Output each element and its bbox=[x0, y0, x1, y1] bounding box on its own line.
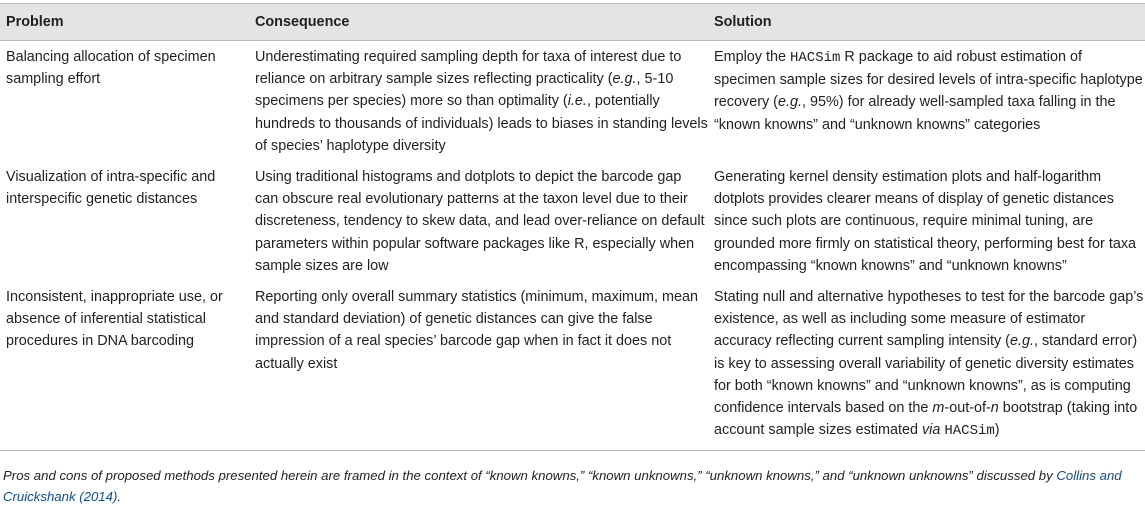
problem-cell: Balancing allocation of specimen sampling effort bbox=[6, 49, 216, 88]
header-problem: Problem bbox=[0, 4, 249, 41]
header-solution: Solution bbox=[708, 4, 1145, 41]
solution-cell: Stating null and alternative hypotheses to test for the barcode gap’s existence, as well as including some measure of estimator accuracy reflecting current sampling intensity (e.g., standard error) is key to assessing overall variability of genetic diversity estimates for both “known knowns” and “unknown knowns”, as is computing confidence intervals based on the m-out-of-n bootstrap (taking into account sample sizes estimated via HACSim) bbox=[708, 281, 1145, 451]
table-row bbox=[0, 281, 1145, 451]
table-header-row bbox=[0, 4, 1145, 41]
consequence-cell: Reporting only overall summary statistics (minimum, maximum, mean and standard deviation) of genetic distances can give the false impression of a real species’ barcode gap when in fact it does not actually exist bbox=[249, 281, 708, 451]
package-name: HACSim bbox=[944, 423, 995, 440]
problem-cell: Inconsistent, inappropriate use, or absence of inferential statistical procedures in DNA barcoding bbox=[0, 281, 249, 451]
table-row bbox=[0, 41, 1145, 162]
consequence-cell: Underestimating required sampling depth for taxa of interest due to reliance on arbitrary sample sizes reflecting practicality (e.g., 5-10 specimens per species) more so than optimality (i.e., potentially hundreds to thousands of individuals) leads to biases in standing levels of species’ haplotype diversity bbox=[255, 49, 708, 154]
table-footnote: Pros and cons of proposed methods presented herein are framed in the context of “known knowns,” “known unknowns,” “unknown knowns,” and “unknown unknowns” discussed by Collins and Cruickshank (2014). bbox=[3, 468, 1122, 504]
solution-cell: Generating kernel density estimation plots and half-logarithm dotplots provides clearer means of display of genetic distances since such plots are continuous, require minimal tuning, are grounded more firmly on statistical theory, performing best for taxa encompassing “known knowns” and “unknown knowns” bbox=[714, 169, 1137, 274]
solution-cell: Employ the HACSim R package to aid robust estimation of specimen sample sizes for desired levels of intra-specific haplotype recovery (e.g., 95%) for already well-sampled taxa falling in the “known knowns” and “unknown knowns” categories bbox=[714, 49, 1143, 133]
header-consequence: Consequence bbox=[249, 4, 708, 41]
package-name: HACSim bbox=[790, 50, 841, 66]
table-row bbox=[0, 161, 1145, 281]
comparison-table bbox=[0, 3, 1145, 451]
consequence-cell: Using traditional histograms and dotplots to depict the barcode gap can obscure real evolutionary patterns at the taxon level due to their discreteness, tendency to skew data, and lead over-reliance on default parameters within popular software packages like R, especially when sample sizes are low bbox=[255, 169, 705, 274]
problem-cell: Visualization of intra-specific and interspecific genetic distances bbox=[6, 169, 216, 208]
citation-link[interactable]: Collins and Cruickshank (2014) bbox=[3, 468, 1122, 504]
